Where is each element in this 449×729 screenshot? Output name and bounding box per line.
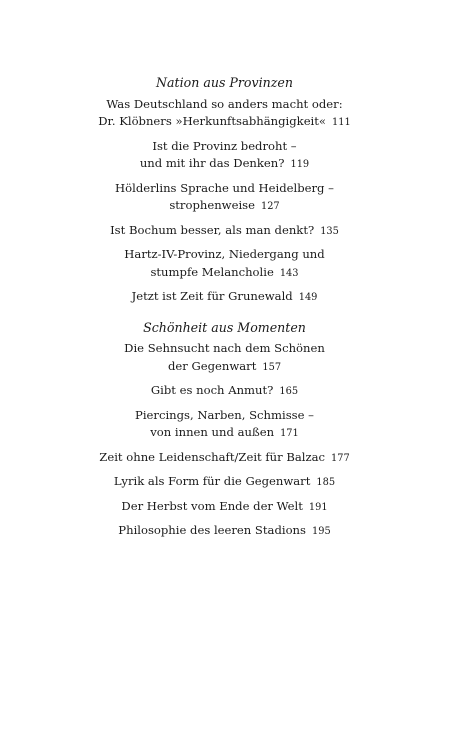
toc-entry — [0, 473, 449, 492]
toc-entry-line: Die Sehnsucht nach dem Schönen — [124, 341, 325, 355]
page-number: 171 — [280, 428, 299, 439]
toc-entry-line: Ist die Provinz bedroht – — [152, 138, 297, 153]
toc-entry-text: Gibt es noch Anmut? — [150, 383, 274, 397]
toc-entry-line: Hölderlins Sprache und Heidelberg – — [115, 180, 334, 195]
toc-entry-text: von innen und außen — [150, 425, 275, 439]
toc-entry-text: der Gegenwart — [167, 358, 257, 373]
page-number: 195 — [311, 526, 331, 537]
toc-entry-text: Dr. Klöbners »Herkunftsabhängigkeit« — [98, 114, 327, 128]
toc-entry-text: Ist Bochum besser, als man denkt? — [110, 222, 315, 237]
toc-entry-line-last — [0, 358, 449, 377]
toc-entry-line-last — [0, 222, 449, 241]
page-number: 149 — [298, 292, 318, 303]
toc-entry-text: Lyrik als Form für die Gegenwart — [113, 474, 311, 488]
toc-entry — [0, 246, 449, 282]
toc-entry — [0, 382, 449, 401]
toc-entry-line-last — [0, 449, 449, 468]
toc-entry — [0, 222, 449, 241]
toc-entry-line-last — [0, 382, 449, 401]
toc-entry — [0, 449, 449, 468]
toc-entry-line: Piercings, Narben, Schmisse – — [135, 407, 314, 422]
toc-entry-line: Hartz-IV-Provinz, Niedergang und — [124, 247, 325, 261]
toc-entry-text: stumpfe Melancholie — [150, 264, 274, 279]
toc-entry-line-last — [0, 473, 449, 492]
toc-entry — [0, 498, 449, 517]
toc-entry — [0, 522, 449, 541]
page-number: 119 — [290, 159, 310, 170]
page-number: 135 — [320, 225, 339, 237]
toc-entry-line-last — [0, 264, 449, 283]
toc-entry-line-last — [0, 113, 449, 132]
page-number: 157 — [262, 361, 282, 373]
table-of-contents — [0, 74, 449, 547]
toc-entry — [0, 138, 449, 174]
section-title-schoenheit-aus-momenten: Schönheit aus Momenten — [143, 319, 306, 335]
toc-entry-text: Philosophie des leeren Stadions — [118, 523, 306, 537]
toc-entry — [0, 340, 449, 376]
page-number: 127 — [260, 201, 280, 212]
page-number: 165 — [279, 386, 299, 397]
toc-entry-line-last — [0, 155, 449, 174]
toc-entry-line: Was Deutschland so anders macht oder: — [106, 96, 343, 111]
toc-entry-text: strophenweise — [169, 198, 255, 212]
toc-entry-line-last — [0, 522, 449, 541]
toc-entry-line-last — [0, 498, 449, 517]
toc-entry-line-last — [0, 424, 449, 443]
section-title-nation-aus-provinzen: Nation aus Provinzen — [156, 75, 293, 90]
page-number: 177 — [331, 452, 350, 464]
page-number: 191 — [308, 501, 328, 513]
page-number: 111 — [332, 117, 351, 128]
toc-entry — [0, 407, 449, 443]
toc-entry — [0, 96, 449, 132]
toc-entry-text: Zeit ohne Leidenschaft/Zeit für Balzac — [99, 449, 326, 464]
toc-entry — [0, 288, 449, 307]
toc-entry-text: Jetzt ist Zeit für Grunewald — [131, 289, 293, 303]
toc-entry-text: Der Herbst vom Ende der Welt — [121, 498, 303, 513]
toc-entry-line-last — [0, 288, 449, 307]
toc-entry-text: und mit ihr das Denken? — [139, 156, 285, 170]
page-number: 185 — [316, 477, 336, 488]
page-number: 143 — [279, 267, 299, 279]
toc-entry-line-last — [0, 197, 449, 216]
toc-entry — [0, 180, 449, 216]
